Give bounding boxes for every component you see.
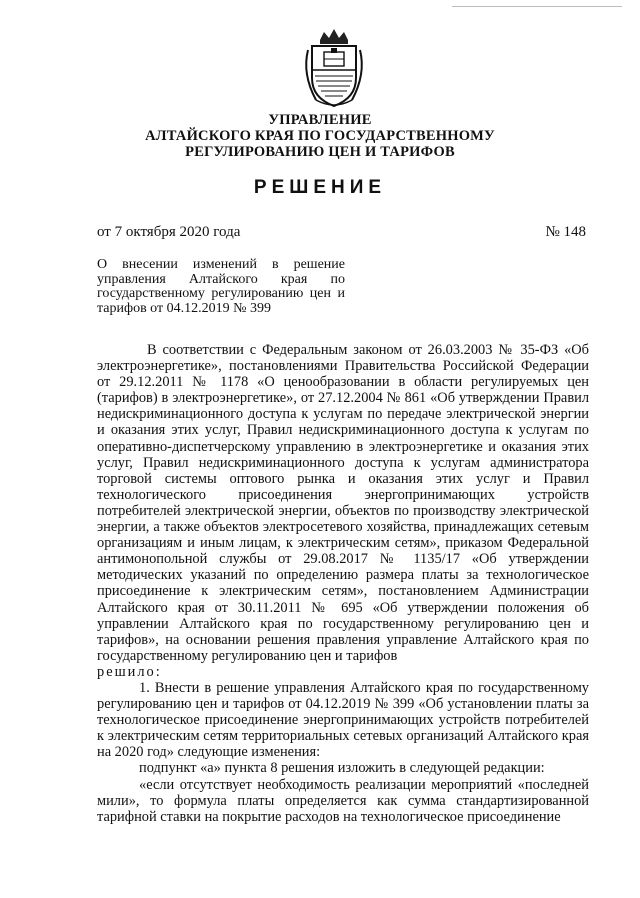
decided-word: решило: <box>97 663 162 680</box>
item-1-paragraph: 1. Внести в решение управления Алтайского края по государственному регулированию цен и тарифов от 04.12.2019 № 399 «Об установлении платы за технологическое присоединение энергопринимающих устройств потребителей к электрическим сетям территориальных сетевых организаций Алтайского края на 2020 год» следующие изменения: <box>97 679 589 761</box>
org-line-2: АЛТАЙСКОГО КРАЯ ПО ГОСУДАРСТВЕННОМУ <box>145 128 495 144</box>
org-line-1: УПРАВЛЕНИЕ <box>268 112 372 128</box>
preamble-paragraph: В соответствии с Федеральным законом от 26.03.2003 № 35-ФЗ «Об электроэнергетике», постановлениями Правительства Российской Федерации от 29.12.2011 № 1178 «О ценообразовании в области регулируемых цен (тарифов) в электроэнергетике», от 27.12.2004 № 861 «Об утверждении Правил недискриминационного доступа к услугам по передаче электрической энергии и оказания этих услуг, Правил недискриминационного доступа к услугам по оперативно-диспетчерскому управлению в электроэнергетике и оказания этих услуг, Правил недискриминационного доступа к услугам администратора торговой системы оптового рынка и оказания этих услуг и Правил технологического присоединения энергопринимающих устройств потребителей электрической энергии, объектов по производству электрической энергии, а также объектов электросетевого хозяйства, принадлежащих сетевым организациям и иным лицам, к электрическим сетям», приказом Федеральной антимонопольной службы от 29.08.2017 № 1135/17 «Об утверждении методических указаний по определению размера платы за технологическое присоединение к электрическим сетям», постановлением Администрации Алтайского края от 30.11.2011 № 695 «Об утверждении положения об управлении Алтайского края по государственному регулированию цен и тарифов», на основании решения правления управление Алтайского края по государственному регулированию цен и тарифов <box>97 342 589 664</box>
document-subject: О внесении изменений в решение управления Алтайского края по государственному регулированию цен и тарифов от 04.12.2019 № 399 <box>97 257 345 316</box>
document-title: РЕШЕНИЕ <box>253 177 387 198</box>
document-date: от 7 октября 2020 года <box>97 224 241 240</box>
coat-of-arms-icon <box>298 26 370 110</box>
subitem-paragraph: подпункт «а» пункта 8 решения изложить в следующей редакции: <box>139 760 545 777</box>
org-line-3: РЕГУЛИРОВАНИЮ ЦЕН И ТАРИФОВ <box>185 144 455 160</box>
organization-name <box>100 112 540 160</box>
top-rule <box>452 6 622 7</box>
document-body <box>97 342 589 825</box>
quote-paragraph: «если отсутствует необходимость реализации мероприятий «последней мили», то формула платы определяется как сумма стандартизированной тарифной ставки на покрытие расходов на технологическое присоединение <box>97 776 589 825</box>
document-number: № 148 <box>545 224 586 240</box>
